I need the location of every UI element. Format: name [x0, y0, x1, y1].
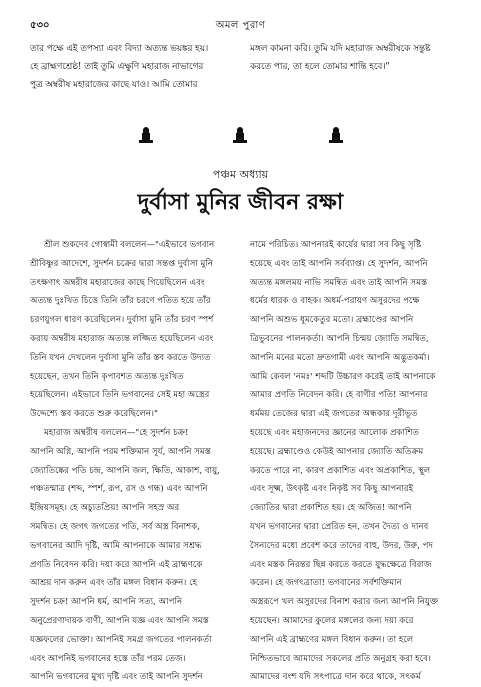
text-line: অস্ত্ররূপে খল অসুরদের বিনাশ করার জন্য আপনি নিযুক্ত	[250, 597, 439, 608]
top-text-block	[30, 40, 450, 120]
text-line: করতে পার, তা হলে তোমার শান্তি হবে।"	[250, 62, 390, 72]
text-line: যখন ভগবানের দ্বারা প্রেরিত হন, তখন দৈত্য ও দানব	[250, 521, 429, 532]
text-line: শ্রীল শুকদেব গোস্বামী বললেন—"এইভাবে ভগবান	[44, 240, 215, 250]
text-line: সৈন্যদের মধ্যে প্রবেশ করে তাদের বাহু, উদর, উরু, পদ	[250, 540, 433, 551]
text-line: হে ব্রাহ্মণশ্রেষ্ঠ! তাই তুমি এক্ষুণি মহারাজ নাভাগের	[30, 62, 204, 72]
text-line: যজ্ঞফলের ভোক্তা। আপনিই সমগ্র জগতের পালনকর্তা	[30, 634, 212, 645]
text-line: ত্রিভুবনের পালনকর্তা। আপনি চিন্ময় জ্যোতি সমন্বিত,	[250, 333, 429, 344]
text-line: পঞ্চতন্মাত্র (শব্দ, স্পর্শ, রূপ, রস ও গন্ধ) এবং আপনি	[30, 484, 208, 495]
text-line: মহারাজ অম্বরীষ বললেন—"হে সুদর্শন চক্র!	[44, 427, 189, 438]
text-line: করায় অম্বরীষ মহারাজ অত্যন্ত লজ্জিত হয়েছিলেন এবং	[30, 333, 214, 344]
running-header	[30, 18, 451, 32]
text-line: জ্যোতির দ্বারা প্রকাশিত হয়। হে অজিত! আপনি	[250, 503, 412, 514]
text-line: অনুপ্রেরণাদায়ক বাণী, আপনি যজ্ঞ এবং আপনি সমস্ত	[30, 615, 209, 626]
text-line: জ্যোতিষ্কের পতি চন্দ্র, আপনি জল, ক্ষিতি, আকাশ, বায়ু,	[30, 465, 220, 476]
chapter-title: দুর্বাসা মুনির জীবন রক্ষা	[137, 189, 344, 215]
body-right-column	[250, 236, 450, 687]
text-line: আশ্রয় দান করুন এবং তাঁর মঙ্গল বিধান করুন। হে	[30, 578, 198, 589]
text-line: এবং সূক্ষ্ম, উৎকৃষ্ট এবং নিকৃষ্ট সব কিছু আপনারই	[250, 484, 414, 495]
text-line: হয়েছেন। আমাদের কুলের মঙ্গলের জন্য দয়া করে	[250, 615, 414, 626]
text-line: হয়েছে। ব্রহ্মাণ্ডেও কেউই আপনার জ্যোতি অতিক্রম	[250, 446, 424, 457]
running-title: অমল পুরাণ	[215, 20, 266, 31]
text-line: প্রণতি নিবেদন করি। দয়া করে আপনি এই ব্রাহ্মণকে	[30, 559, 203, 570]
text-line: করতে পারে না, কারণ প্রকাশিত এবং অপ্রকাশিত, স্থূল	[250, 465, 431, 476]
ornament-row	[0, 127, 481, 149]
text-line: মঙ্গল কামনা করি। তুমি যদি মহারাজ অম্বরীষকে সন্তুষ্ট	[250, 44, 431, 54]
text-line: আপনি অগ্নি, আপনি পরম শক্তিমান সূর্য, আপনি সমস্ত	[30, 446, 211, 457]
text-line: তার পক্ষে এই তপস্যা এবং বিদ্যা অত্যন্ত ভয়ঙ্কর হয়।	[30, 44, 209, 54]
text-line: ভগবানের আদি দৃষ্টি, আমি আপনাকে আমার সশ্রদ্ধ	[30, 540, 202, 551]
text-line: করেন। হে জগৎত্রাতা! ভগবানের সর্বশক্তিমান	[250, 578, 402, 589]
text-line: সুদর্শন চক্র! আপনি ধর্ম, আপনি সত্য, আপনি	[30, 597, 183, 608]
text-line: হয়েছে এবং তাই আপনি সর্বব্যাপ্ত। হে সুদর্শন, আপনি	[250, 258, 428, 269]
text-line: নিশ্চিতভাবে আমাদের সকলের প্রতি অনুগ্রহ করা হবে।	[250, 653, 431, 664]
page-number: ৫৩০	[30, 20, 50, 31]
text-line: নামে পরিচিত। আপনারই কার্যের দ্বারা সব কিছু সৃষ্টি	[250, 240, 422, 250]
top-right-column	[250, 40, 450, 76]
top-left-column	[30, 40, 230, 94]
text-line: তৎক্ষণাৎ অম্বরীষ মহারাজের কাছে গিয়েছিলেন এবং	[30, 277, 205, 288]
text-line: আপনি মনের মতো দ্রুতগামী এবং আপনি অদ্ভুতকর্মা।	[250, 352, 430, 363]
temple-ornament-icon	[235, 127, 245, 145]
body-left-column	[30, 236, 230, 687]
text-line: ধর্মের ধারক ও বাহক। অধর্ম-পরায়ণ অসুরদের পক্ষে	[250, 296, 420, 307]
text-line: তিনি যখন দেখলেন দুর্বাসা মুনি তাঁর স্তব করতে উদ্যত	[30, 352, 211, 363]
text-line: আমাদের বংশ যদি সৎপাত্রে দান করে থাকে, সৎকর্ম	[250, 672, 421, 683]
temple-ornament-icon	[141, 127, 151, 145]
text-line: চরণযুগল ধারণ করেছিলেন। দুর্বাসা মুনি তাঁর চরণ স্পর্শ	[30, 315, 214, 326]
text-line: হয়েছেন, তখন তিনি কৃপাবশত অত্যন্ত দুঃখিত	[30, 371, 184, 382]
text-line: আপনি এই ব্রাহ্মণের মঙ্গল বিধান করুন। তা হলে	[250, 634, 414, 645]
body-text-block	[30, 236, 450, 683]
text-line: আপনি ভগবানের মুখ্য দৃষ্টি এবং তাই আপনি সুদর্শন	[30, 672, 203, 683]
chapter-heading: পঞ্চম অধ্যায়	[212, 168, 269, 181]
text-line: আমার প্রণতি নিবেদন করি। হে বাণীর পতি! আপনার	[250, 390, 428, 401]
text-line: অত্যন্ত দুঃখিত চিত্তে তিনি তাঁর চরণে পতিত হয়ে তাঁর	[30, 296, 211, 307]
text-line: এবং মস্তক নিরন্তর ছিন্ন করতে করতে যুদ্ধক্ষেত্রে বিরাজ	[250, 559, 432, 570]
text-line: পুত্র অম্বরীষ মহারাজের কাছে যাও। আমি তোমার	[30, 80, 198, 90]
text-line: শ্রীবিষ্ণুর আদেশে, সুদর্শন চক্রের দ্বারা সন্তপ্ত দুর্বাসা মুনি	[30, 258, 213, 269]
text-line: সমন্বিত। হে জগৎ জগতের পতি, সর্ব অস্ত্র বিনাশক,	[30, 521, 200, 532]
text-line: অত্যন্ত মঙ্গলময় নাভি সমন্বিত এবং তাই আপনি সমস্ত	[250, 277, 428, 288]
text-line: এবং আপনিই ভগবানের হস্তে তাঁর পরম তেজ।	[30, 653, 186, 664]
text-line: হয়েছিলেন। এইভাবে তিনি ভগবানের সেই মহা অস্ত্রের	[30, 390, 210, 401]
text-line: উদ্দেশ্যে স্তব করতে শুরু করেছিলেন।"	[30, 409, 158, 420]
text-line: আমি কেবল 'নমঃ' শব্দটি উচ্চারণ করেই তাই আপনাকে	[250, 371, 436, 382]
temple-ornament-icon	[331, 127, 341, 145]
text-line: ইন্দ্রিয়সমূহ। হে অচ্যুতপ্রিয়! আপনি সহস্র অর	[30, 503, 180, 514]
text-line: ধর্মময় তেজের দ্বারা এই জগতের অন্ধকার দূরীভূত	[250, 409, 418, 420]
text-line: আপনি অশুভ ধূমকেতুর মতো। ব্রহ্মাণ্ডের আপনি	[250, 315, 414, 326]
text-line: হয়েছে এবং মহাজনদের জ্ঞানের আলোক প্রকাশিত	[250, 427, 419, 438]
